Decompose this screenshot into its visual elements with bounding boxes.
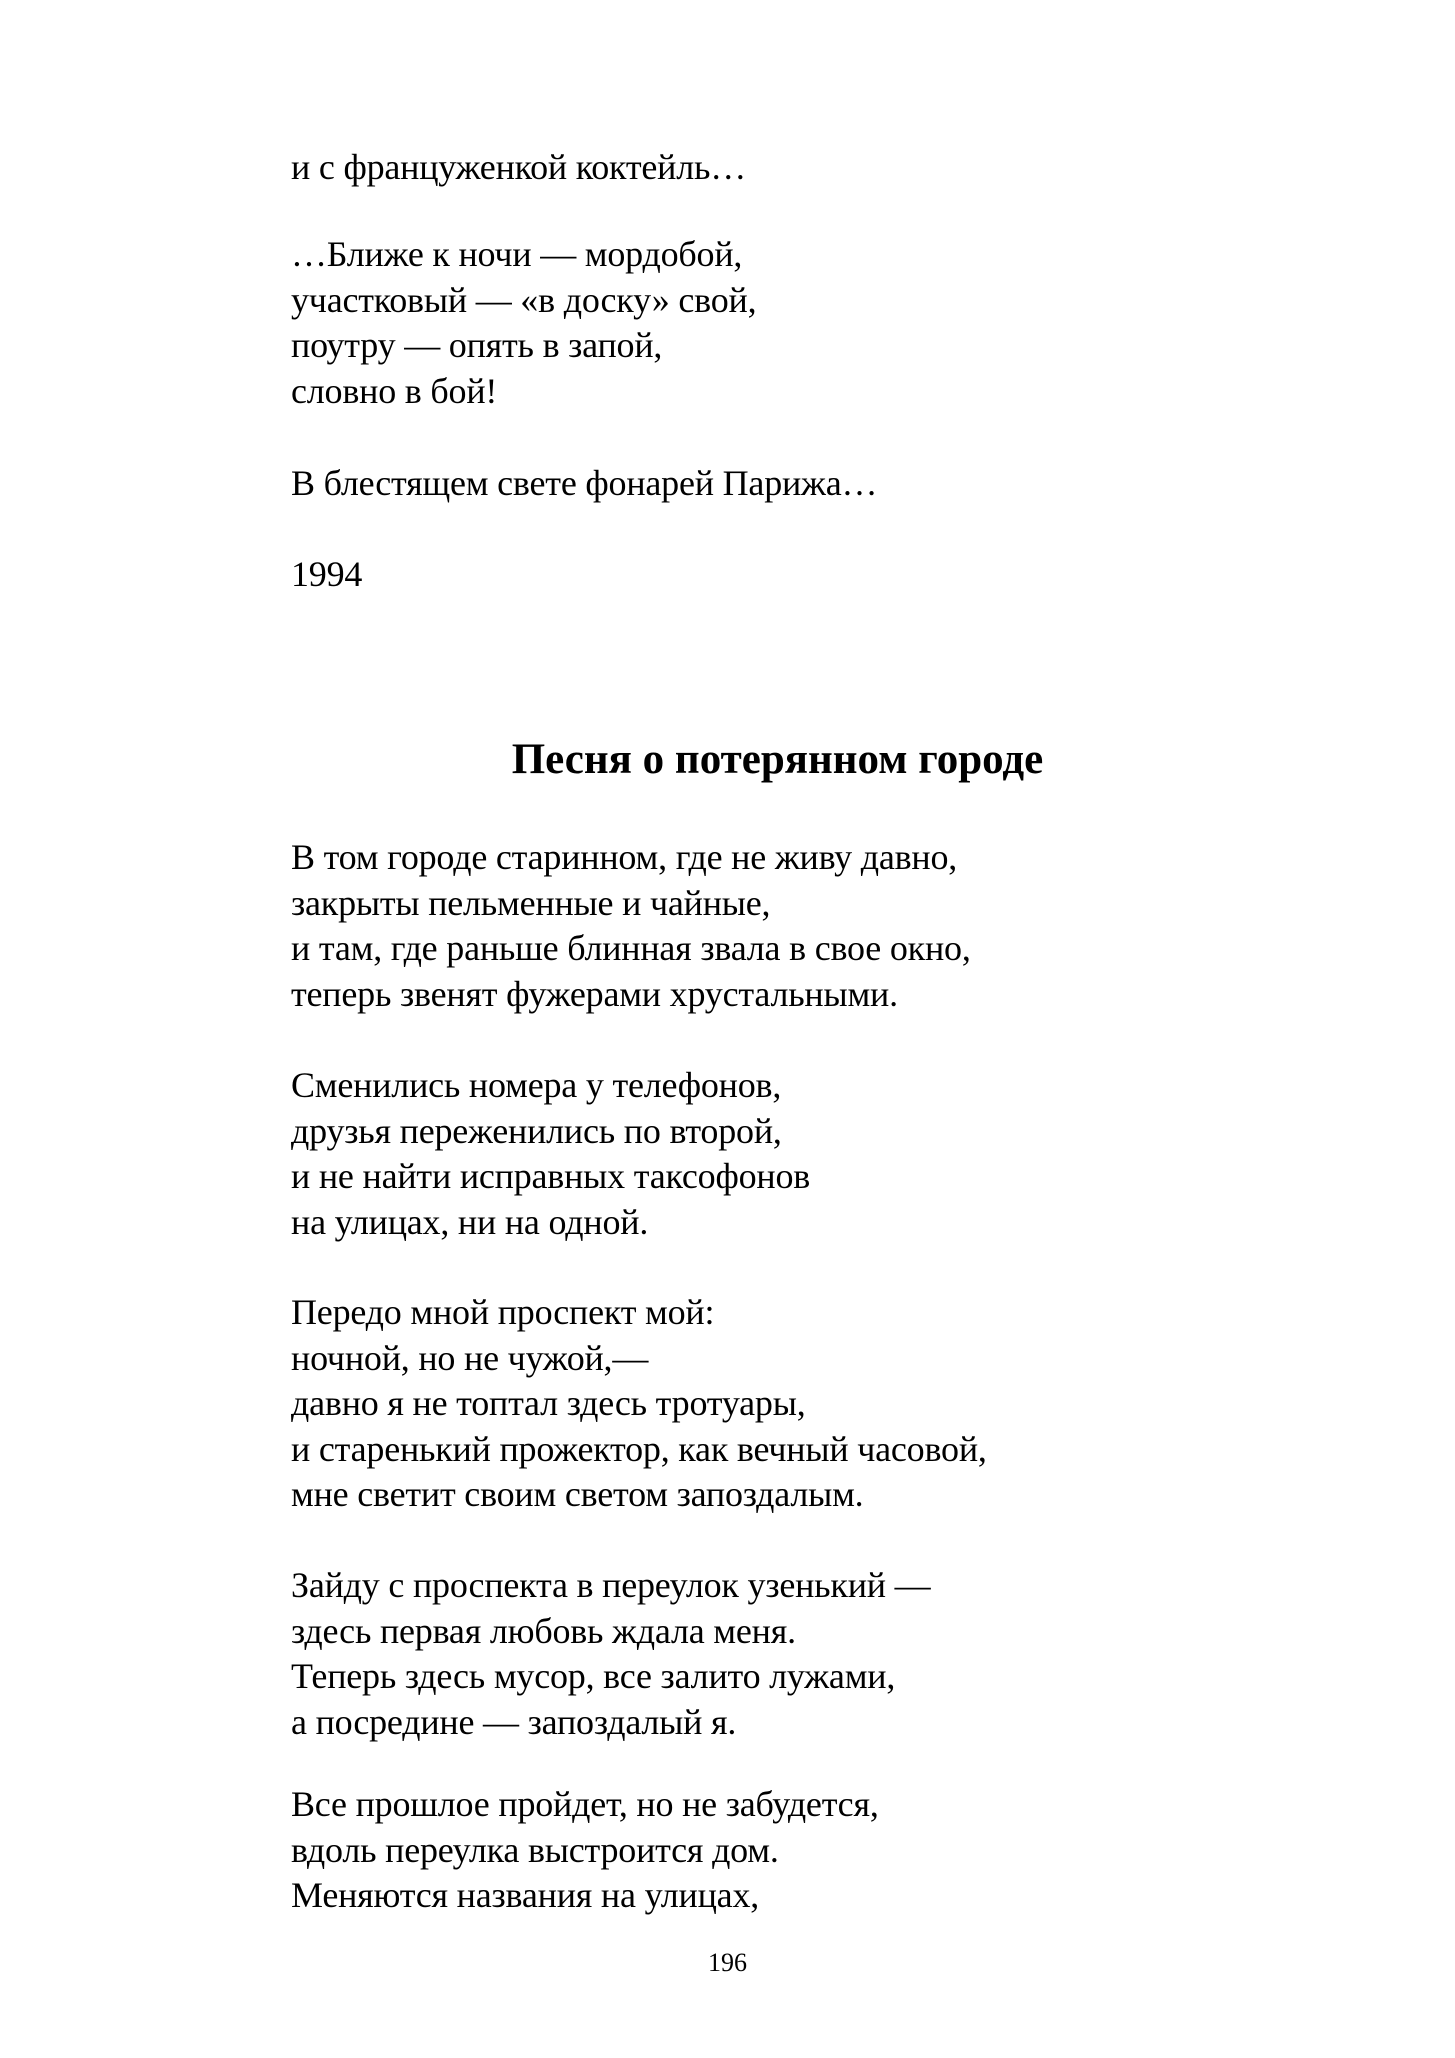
poem-line: словно в бой! — [291, 370, 498, 411]
poem-stanza-5 — [291, 1782, 879, 1919]
poem-line: …Ближе к ночи — мордобой, — [291, 234, 743, 274]
poem-line: давно я не топтал здесь тротуары, — [291, 1383, 806, 1423]
poem-line: друзья переженились по второй, — [291, 1110, 782, 1151]
page-number: 196 — [708, 1948, 747, 1977]
year-text: 1994 — [291, 554, 363, 594]
poem-line: В блестящем свете фонарей Парижа… — [291, 463, 878, 503]
poem-line: участковый — «в доску» свой, — [291, 279, 757, 320]
poem-line: поутру — опять в запой, — [291, 325, 663, 365]
poem-line: Сменились номера у телефонов, — [291, 1065, 782, 1105]
poem-line: и старенький прожектор, как вечный часовой, — [291, 1428, 987, 1469]
poem-line: вдоль переулка выстроится дом. — [291, 1829, 779, 1870]
poem-line: здесь первая любовь ждала меня. — [291, 1610, 796, 1651]
poem-line: В том городе старинном, где не живу давно, — [291, 837, 958, 877]
poem-line: мне светит своим светом запоздалым. — [291, 1474, 864, 1514]
previous-poem-stanza-1 — [291, 145, 746, 191]
poem-line: Все прошлое пройдет, но не забудется, — [291, 1784, 879, 1824]
poem-line: ночной, но не чужой,— — [291, 1337, 649, 1378]
poem-line: на улицах, ни на одной. — [291, 1201, 649, 1242]
poem-line: и там, где раньше блинная звала в свое окно, — [291, 928, 971, 968]
poem-line: и с француженкой коктейль… — [291, 147, 747, 187]
poem-stanza-3 — [291, 1290, 987, 1518]
poem-stanza-1 — [291, 835, 971, 1017]
poem-line: Передо мной проспект мой: — [291, 1292, 715, 1332]
poem-line: закрыты пельменные и чайные, — [291, 882, 771, 923]
poem-line: а посредине — запоздалый я. — [291, 1701, 737, 1742]
poem-title: Песня о потерянном городе — [511, 736, 1044, 783]
previous-poem-stanza-2 — [291, 232, 756, 414]
previous-poem-stanza-3 — [291, 461, 877, 507]
poem-line: Теперь здесь мусор, все залито лужами, — [291, 1656, 896, 1696]
poem-line: и не найти исправных таксофонов — [291, 1156, 811, 1196]
poem-line: теперь звенят фужерами хрустальными. — [291, 973, 898, 1014]
poem-year — [291, 552, 362, 598]
poem-line: Меняются названия на улицах, — [291, 1875, 760, 1915]
poem-stanza-2 — [291, 1063, 810, 1245]
poem-line: Зайду с проспекта в переулок узенький — — [291, 1565, 931, 1605]
poem-stanza-4 — [291, 1563, 930, 1745]
